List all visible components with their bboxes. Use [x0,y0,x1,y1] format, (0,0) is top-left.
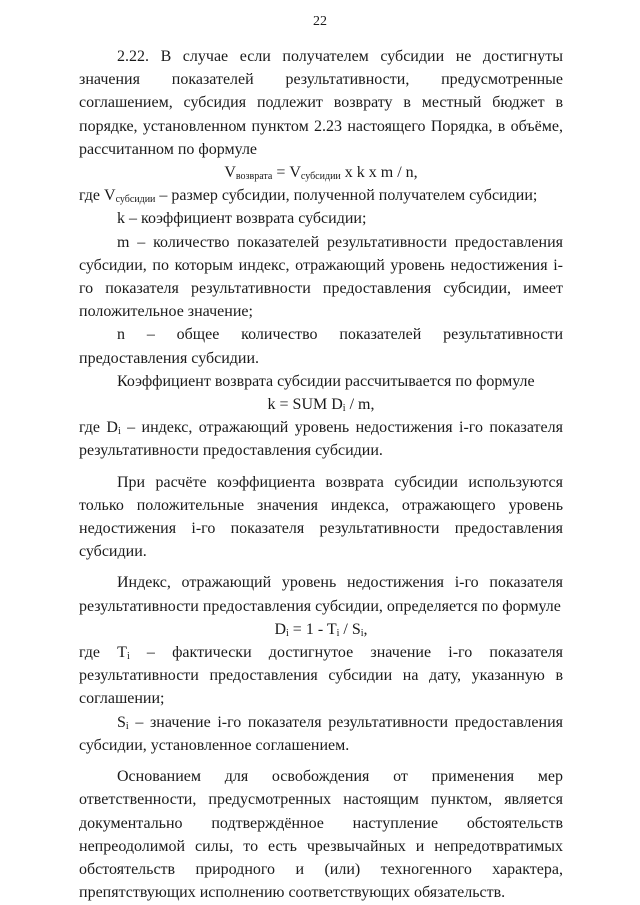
paragraph-coefficient: Коэффициент возврата субсидии рассчитывается по формуле [117,372,535,390]
definition-s: $S_i$ – значение i-го показателя результативности предоставления субсидии, установленное соглашением. [79,713,563,754]
definition-d: где $D_i$ – индекс, отражающий уровень недостижения i-го показателя результативности предоставления субсидии. [79,419,563,460]
paragraph-2-22: 2.22. В случае если получателем субсидии не достигнуты значения показателей результативности, предусмотренные соглашением, субсидия подлежит возврату в местный бюджет в порядке, установленном пунктом 2.23 настоящего Порядка, в объёме, рассчитанном по формуле [79,48,563,158]
definition-n: n – общее количество показателей результативности предоставления субсидии. [79,326,563,367]
definition-v: где $V_{субсидии}$ – размер субсидии, полученной получателем субсидии; [79,187,538,206]
paragraph-index: Индекс, отражающий уровень недостижения i-го показателя результативности предоставления субсидии, определяется по формуле [79,574,563,615]
formula-refund-volume: $V_{возврата} = V_{субсидии}$ x k x m / n, [224,164,418,183]
paragraph-calculation: При расчёте коэффициента возврата субсидии используются только положительные значения индекса, отражающего уровень недостижения i-го показателя результативности предоставления субсидии. [79,473,563,561]
paragraph-basis: Основанием для освобождения от применения мер ответственности, предусмотренных настоящим пунктом, является документально подтверждённое наступление обстоятельств непреодолимой силы, то есть чрезвычайных и непредотвратимых обстоятельств природного и (или) техногенного характера, препятствующих исполнению соответствующих обязательств. [79,768,563,902]
definition-m: m – количество показателей результативности предоставления субсидии, по которым индекс, отражающий уровень недостижения i-го показателя результативности предоставления субсидии, имеет положительное значение; [79,233,563,321]
document-body [79,45,563,904]
definition-t: где $T_i$ – фактически достигнутое значение i-го показателя результативности предоставления субсидии на дату, указанную в соглашении; [79,644,564,708]
definition-k: k – коэффициент возврата субсидии; [117,210,367,228]
formula-coefficient: k = SUM $D_i$ / m, [267,396,375,415]
formula-index: $D_i = 1 - T_i / S_i$, [274,620,368,639]
page-number: 22 [313,14,327,29]
